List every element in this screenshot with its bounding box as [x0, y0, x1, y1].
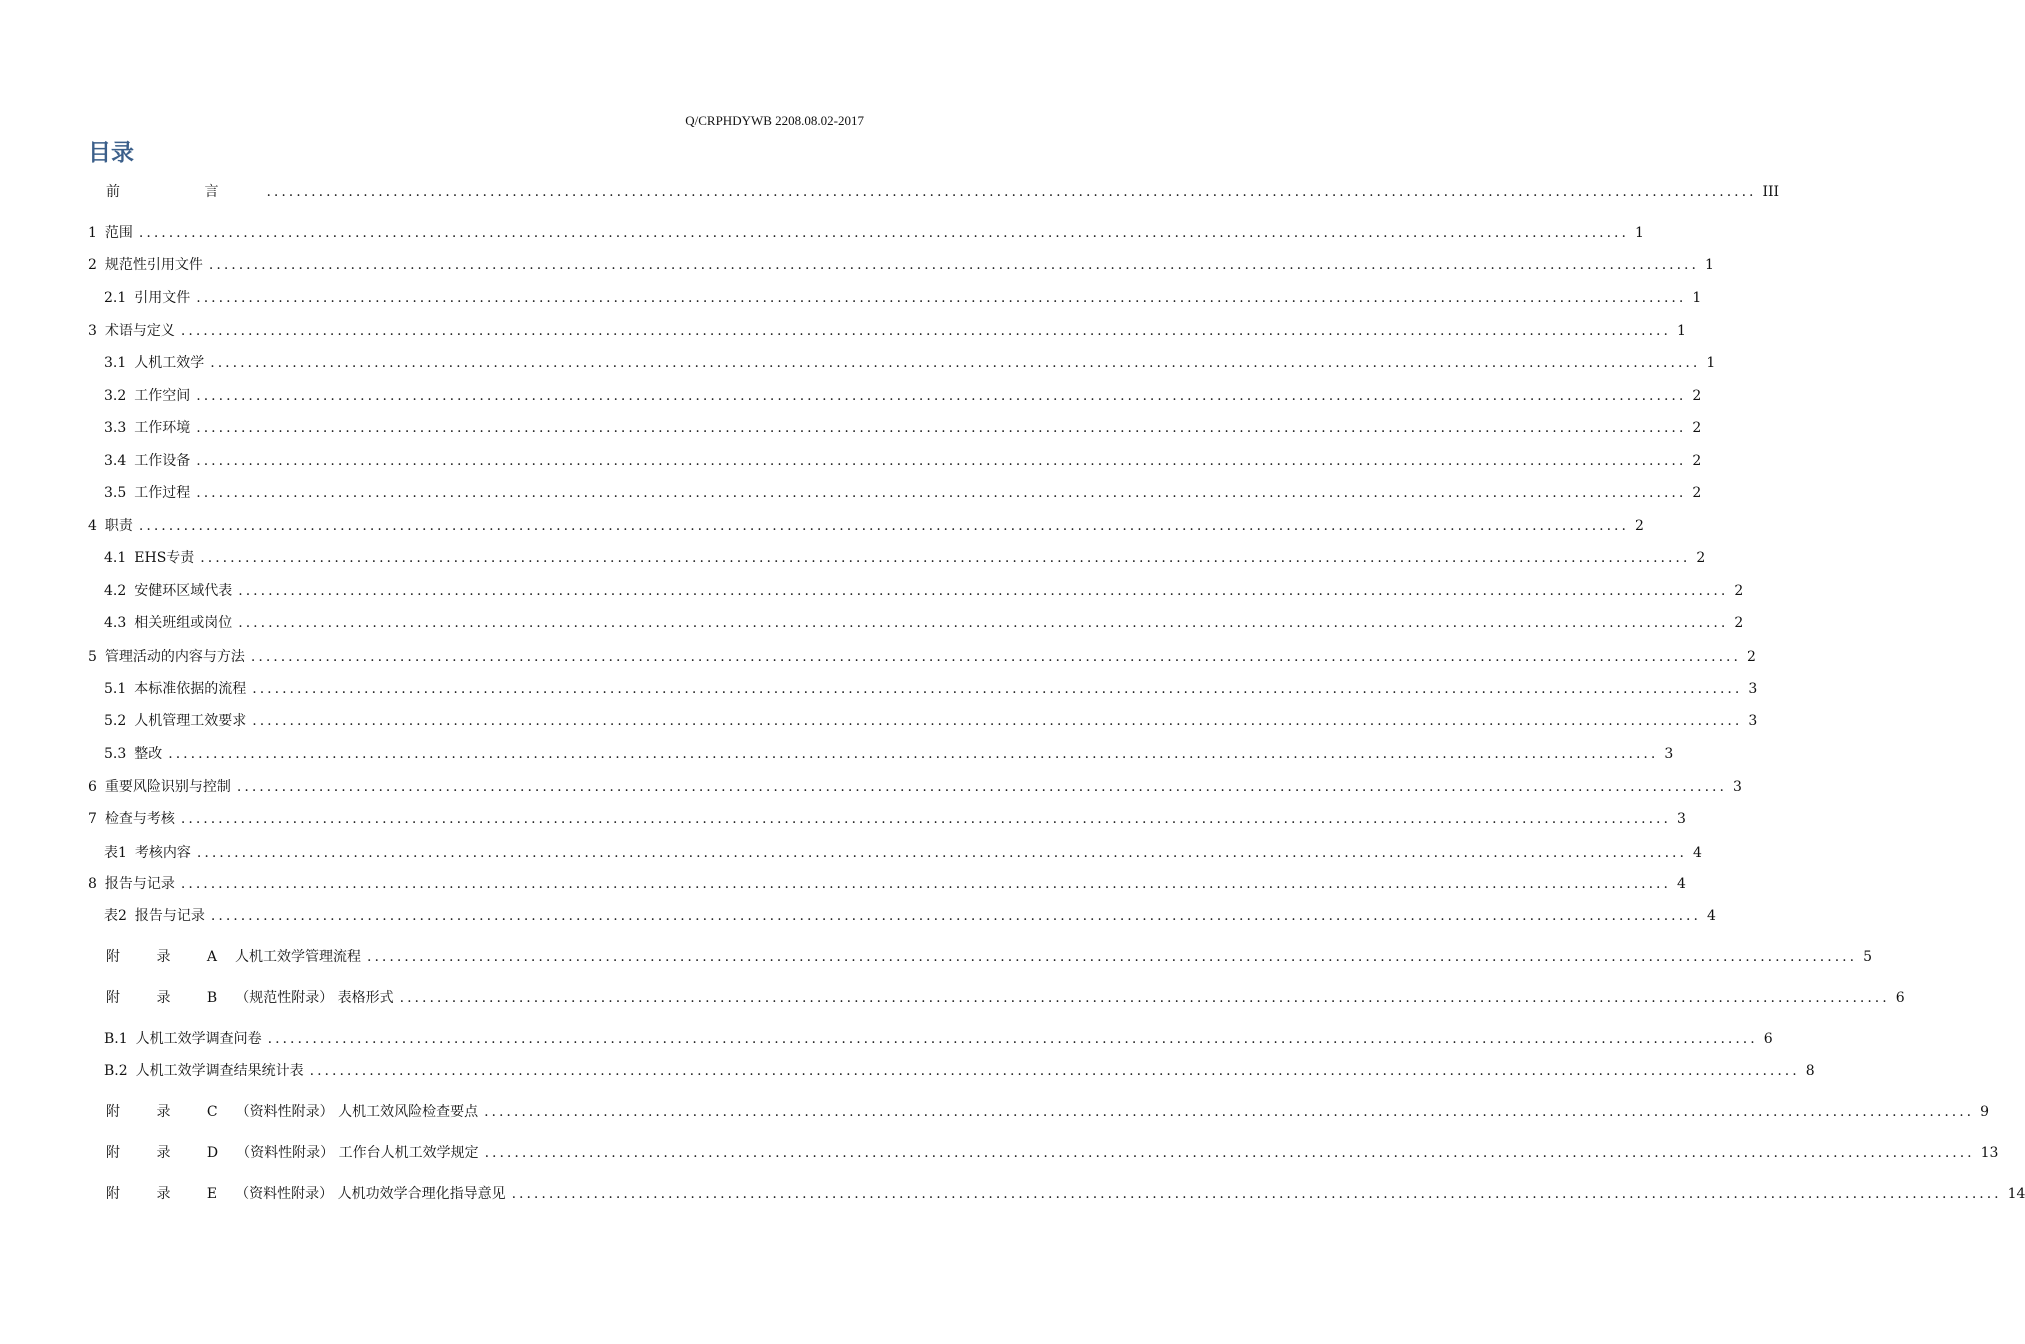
- toc-entry-page: 2: [1734, 583, 1744, 599]
- toc-leader-dots: ........................................................................................................................................................................................................: [208, 257, 1699, 273]
- toc-entry[interactable]: [104, 678, 1758, 700]
- toc-entry-page: 1: [1706, 355, 1716, 371]
- toc-entry-title: 范围: [104, 225, 133, 241]
- toc-entry[interactable]: [104, 417, 1702, 439]
- toc-entry-number: 5.2: [104, 713, 127, 729]
- toc-leader-dots: ........................................................................................................................................................................................................: [266, 184, 1757, 200]
- toc-entry-page: 2: [1692, 485, 1702, 501]
- toc-entry[interactable]: [104, 612, 1744, 634]
- toc-entry[interactable]: [104, 287, 1702, 309]
- toc-entry-title: （资料性附录） 工作台人机工效学规定: [236, 1145, 479, 1161]
- toc-leader-dots: ........................................................................................................................................................................................................: [236, 779, 1727, 795]
- toc-entry-number: 5.3: [104, 746, 127, 762]
- toc-entry-page: 14: [2007, 1186, 2025, 1202]
- toc-entry-page: 2: [1692, 420, 1702, 436]
- toc-leader-dots: ........................................................................................................................................................................................................: [200, 550, 1691, 566]
- toc-leader-dots: ........................................................................................................................................................................................................: [196, 485, 1687, 501]
- toc-entry-number: 表1: [104, 845, 127, 861]
- toc-entry-title: 报告与记录: [134, 908, 205, 924]
- toc-entry-page: 1: [1704, 257, 1714, 273]
- toc-entry-number: 附 录 D: [106, 1145, 235, 1161]
- toc-leader-dots: ........................................................................................................................................................................................................: [309, 1063, 1800, 1079]
- toc-leader-dots: ........................................................................................................................................................................................................: [484, 1104, 1975, 1120]
- toc-entry-title: 规范性引用文件: [104, 257, 203, 273]
- toc-leader-dots: ........................................................................................................................................................................................................: [238, 615, 1729, 631]
- toc-entry-number: 6: [88, 779, 97, 795]
- toc-leader-dots: ........................................................................................................................................................................................................: [210, 355, 1701, 371]
- toc-entry-number: B.1: [104, 1031, 128, 1047]
- toc-entry-title: 相关班组或岗位: [134, 615, 233, 631]
- toc-entry-page: 4: [1676, 876, 1686, 892]
- toc-leader-dots: ........................................................................................................................................................................................................: [138, 225, 1629, 241]
- toc-entry-number: 7: [88, 811, 97, 827]
- toc-entry[interactable]: [106, 1142, 1999, 1164]
- toc-entry[interactable]: [104, 352, 1716, 374]
- toc-entry-number: 5.1: [104, 681, 127, 697]
- toc-entry-title: 检查与考核: [104, 811, 175, 827]
- toc-entry-page: 8: [1805, 1063, 1815, 1079]
- toc-entry-title: EHS专责: [134, 550, 195, 566]
- toc-entry-number: 前 言: [106, 184, 259, 200]
- toc-entry[interactable]: [104, 1028, 1773, 1050]
- toc-entry[interactable]: [104, 1060, 1815, 1082]
- toc-entry-page: 2: [1692, 388, 1702, 404]
- toc-entry[interactable]: [104, 450, 1702, 472]
- toc-leader-dots: ........................................................................................................................................................................................................: [511, 1186, 2002, 1202]
- toc-entry-page: 5: [1863, 949, 1872, 965]
- toc-entry-page: 3: [1732, 779, 1742, 795]
- toc-entry-title: 人机工效学: [134, 355, 205, 371]
- toc-entry-title: 职责: [104, 518, 133, 534]
- toc-entry-page: 2: [1692, 453, 1702, 469]
- toc-entry-page: 2: [1696, 550, 1706, 566]
- toc-entry[interactable]: [88, 222, 1644, 244]
- toc-entry-title: 工作空间: [134, 388, 191, 404]
- toc-entry-number: 3.2: [104, 388, 127, 404]
- toc-entry-page: 1: [1676, 323, 1686, 339]
- toc-leader-dots: ........................................................................................................................................................................................................: [168, 746, 1659, 762]
- toc-leader-dots: ........................................................................................................................................................................................................: [367, 949, 1858, 965]
- toc-entry[interactable]: [88, 808, 1686, 830]
- toc-entry-page: 6: [1895, 990, 1905, 1006]
- toc-leader-dots: ........................................................................................................................................................................................................: [196, 290, 1687, 306]
- toc-entry[interactable]: [104, 743, 1674, 765]
- toc-entry-page: 13: [1980, 1145, 1999, 1161]
- toc-entry-title: 重要风险识别与控制: [104, 779, 231, 795]
- toc-entry-title: （规范性附录） 表格形式: [235, 990, 394, 1006]
- toc-entry-number: 4.3: [104, 615, 127, 631]
- toc-entry[interactable]: [88, 646, 1756, 668]
- toc-leader-dots: ........................................................................................................................................................................................................: [238, 583, 1729, 599]
- toc-entry-title: （资料性附录） 人机功效学合理化指导意见: [235, 1186, 506, 1202]
- toc-leader-dots: ........................................................................................................................................................................................................: [196, 845, 1687, 861]
- toc-entry-page: 2: [1634, 518, 1644, 534]
- toc-entry-number: 4.1: [104, 550, 127, 566]
- toc-entry-number: 3.4: [104, 453, 127, 469]
- toc-leader-dots: ........................................................................................................................................................................................................: [196, 420, 1687, 436]
- toc-entry[interactable]: [104, 905, 1716, 927]
- toc-entry-page: 2: [1734, 615, 1744, 631]
- toc-leader-dots: ........................................................................................................................................................................................................: [484, 1145, 1975, 1161]
- toc-entry-page: 3: [1748, 681, 1758, 697]
- toc-leader-dots: ........................................................................................................................................................................................................: [180, 323, 1671, 339]
- toc-entry-number: 1: [88, 225, 97, 241]
- toc-entry-title: 考核内容: [134, 845, 191, 861]
- toc-entry[interactable]: [88, 320, 1686, 342]
- toc-entry-number: 3.3: [104, 420, 127, 436]
- toc-entry-title: 整改: [134, 746, 163, 762]
- toc-entry-title: 人机管理工效要求: [134, 713, 247, 729]
- toc-entry-number: 5: [88, 649, 97, 665]
- toc-entry-title: 人机工效学调查结果统计表: [135, 1063, 304, 1079]
- toc-entry-page: 3: [1676, 811, 1686, 827]
- toc-entry-number: 3.1: [104, 355, 127, 371]
- toc-entry-title: 安健环区域代表: [134, 583, 233, 599]
- toc-leader-dots: ........................................................................................................................................................................................................: [210, 908, 1701, 924]
- toc-leader-dots: ........................................................................................................................................................................................................: [180, 876, 1671, 892]
- toc-entry-number: B.2: [104, 1063, 128, 1079]
- toc-entry[interactable]: [88, 873, 1686, 895]
- toc-entry[interactable]: [88, 254, 1714, 276]
- toc-entry[interactable]: [104, 482, 1702, 504]
- toc-leader-dots: ........................................................................................................................................................................................................: [250, 649, 1741, 665]
- toc-entry-title: 工作过程: [134, 485, 191, 501]
- toc-entry-title: 本标准依据的流程: [134, 681, 247, 697]
- toc-entry-page: 1: [1692, 290, 1702, 306]
- toc-entry-number: 附 录 A: [106, 949, 234, 965]
- toc-entry-page: 9: [1980, 1104, 1990, 1120]
- toc-entry[interactable]: [104, 385, 1702, 407]
- toc-entry-title: （资料性附录） 人机工效风险检查要点: [235, 1104, 479, 1120]
- toc-entry-title: 人机工效学调查问卷: [135, 1031, 262, 1047]
- toc-entry[interactable]: [104, 710, 1758, 732]
- document-code: Q/CRPHDYWB 2208.08.02-2017: [685, 113, 864, 128]
- toc-leader-dots: ........................................................................................................................................................................................................: [252, 681, 1743, 697]
- toc-entry-number: 附 录 E: [106, 1186, 234, 1202]
- toc-leader-dots: ........................................................................................................................................................................................................: [252, 713, 1743, 729]
- toc-entry-number: 2.1: [104, 290, 127, 306]
- toc-entry[interactable]: [106, 181, 1780, 203]
- toc-entry-number: 3.5: [104, 485, 127, 501]
- toc-entry[interactable]: [104, 547, 1706, 569]
- toc-entry-page: 1: [1634, 225, 1644, 241]
- toc-heading: 目录: [88, 140, 134, 166]
- toc-entry-title: 工作设备: [134, 453, 191, 469]
- toc-entry[interactable]: [104, 842, 1702, 864]
- toc-leader-dots: ........................................................................................................................................................................................................: [138, 518, 1629, 534]
- toc-entry-number: 4.2: [104, 583, 127, 599]
- toc-entry-page: 2: [1746, 649, 1756, 665]
- toc-entry-page: 3: [1748, 713, 1758, 729]
- toc-entry-page: 6: [1763, 1031, 1773, 1047]
- toc-entry[interactable]: [106, 946, 1872, 968]
- toc-entry-number: 附 录 B: [106, 990, 234, 1006]
- toc-entry[interactable]: [106, 987, 1905, 1009]
- toc-entry-title: 人机工效学管理流程: [235, 949, 362, 965]
- toc-entry-title: 术语与定义: [104, 323, 175, 339]
- toc-entry-number: 3: [88, 323, 97, 339]
- toc-entry-page: III: [1762, 184, 1780, 200]
- toc-entry-title: 管理活动的内容与方法: [104, 649, 245, 665]
- toc-entry-page: 3: [1664, 746, 1674, 762]
- toc-entry-number: 4: [88, 518, 97, 534]
- toc-leader-dots: ........................................................................................................................................................................................................: [196, 388, 1687, 404]
- toc-entry-number: 2: [88, 257, 97, 273]
- toc-leader-dots: ........................................................................................................................................................................................................: [267, 1031, 1758, 1047]
- toc-leader-dots: ........................................................................................................................................................................................................: [196, 453, 1687, 469]
- toc-entry[interactable]: [106, 1101, 1990, 1123]
- toc-entry[interactable]: [104, 580, 1744, 602]
- toc-entry-page: 4: [1706, 908, 1716, 924]
- toc-entry[interactable]: [88, 515, 1644, 537]
- toc-entry-title: 工作环境: [134, 420, 191, 436]
- toc-entry-title: 报告与记录: [104, 876, 175, 892]
- toc-entry[interactable]: [88, 776, 1742, 798]
- toc-entry-number: 附 录 C: [106, 1104, 234, 1120]
- toc-entry[interactable]: [106, 1183, 2025, 1205]
- toc-entry-number: 表2: [104, 908, 127, 924]
- toc-entry-title: 引用文件: [134, 290, 191, 306]
- toc-entry-number: 8: [88, 876, 97, 892]
- toc-entry-page: 4: [1692, 845, 1702, 861]
- toc-leader-dots: ........................................................................................................................................................................................................: [399, 990, 1890, 1006]
- toc-leader-dots: ........................................................................................................................................................................................................: [180, 811, 1671, 827]
